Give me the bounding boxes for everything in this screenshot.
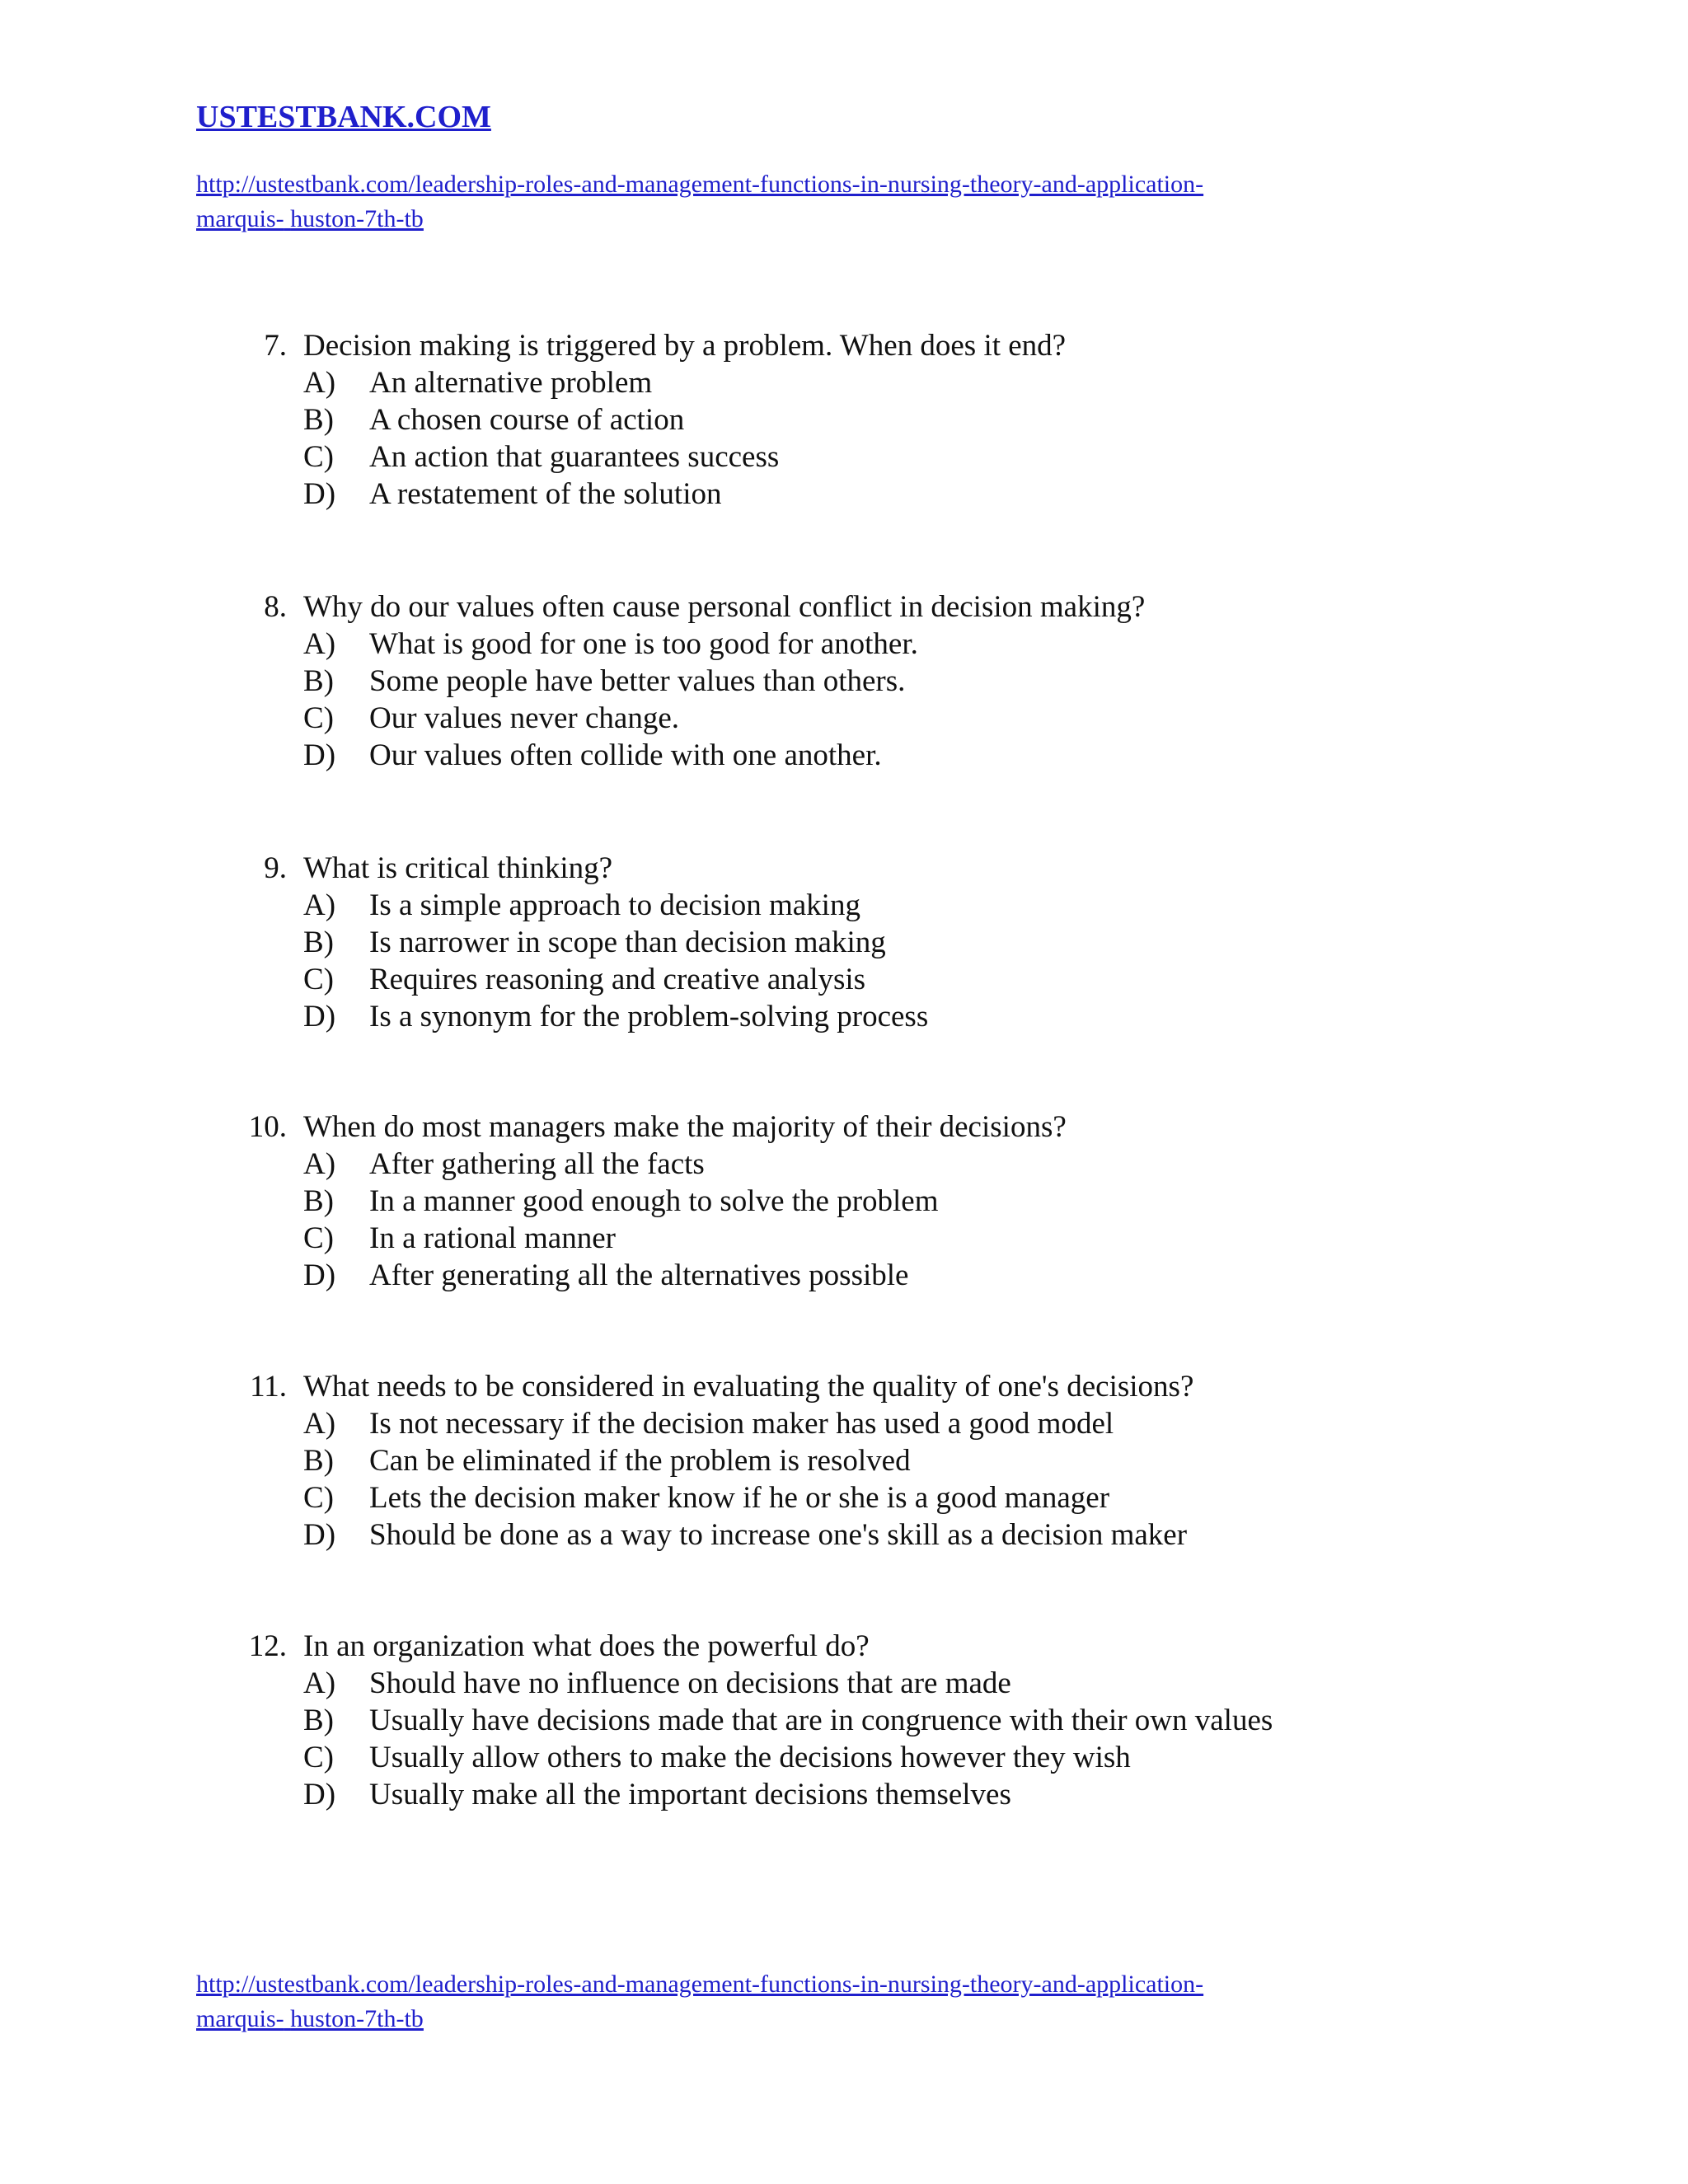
- footer-link-part-b: huston-7th-tb: [290, 2005, 424, 2032]
- header-source-link[interactable]: [196, 167, 1647, 237]
- option-text: Lets the decision maker know if he or she is a good manager: [369, 1481, 1110, 1515]
- question-11: [0, 1368, 1688, 1554]
- question-7: [0, 327, 1688, 513]
- option-text: In a manner good enough to solve the problem: [369, 1184, 939, 1218]
- option-text: Is narrower in scope than decision making: [369, 926, 886, 959]
- option-text: What is good for one is too good for another.: [369, 627, 918, 661]
- option-text: Is a simple approach to decision making: [369, 888, 860, 922]
- option-d: [0, 1257, 1688, 1294]
- option-letter: A): [303, 627, 336, 661]
- question-number: 8.: [264, 590, 287, 624]
- option-letter: C): [303, 1481, 334, 1515]
- question-number: 12.: [248, 1629, 287, 1663]
- option-text: Is a synonym for the problem-solving process: [369, 1000, 929, 1033]
- site-title-link[interactable]: USTESTBANK.COM: [196, 100, 491, 134]
- question-text: In an organization what does the powerful do?: [303, 1629, 870, 1663]
- option-letter: A): [303, 1666, 336, 1700]
- option-letter: B): [303, 1184, 334, 1218]
- option-text: Should be done as a way to increase one's skill as a decision maker: [369, 1518, 1188, 1552]
- option-a: [0, 1146, 1688, 1183]
- option-letter: C): [303, 963, 334, 996]
- option-b: [0, 1183, 1688, 1220]
- question-9: [0, 850, 1688, 1035]
- option-letter: C): [303, 701, 334, 735]
- option-letter: A): [303, 888, 336, 922]
- option-text: A chosen course of action: [369, 403, 685, 437]
- option-letter: D): [303, 1518, 336, 1552]
- option-c: [0, 961, 1688, 998]
- question-number: 10.: [248, 1110, 287, 1144]
- option-letter: D): [303, 1258, 336, 1292]
- header-link-line-2: [196, 202, 1647, 237]
- option-text: Can be eliminated if the problem is resolved: [369, 1444, 911, 1478]
- question-stem: [0, 1368, 1688, 1405]
- option-b: [0, 924, 1688, 961]
- question-number: 7.: [264, 329, 287, 363]
- question-text: Why do our values often cause personal conflict in decision making?: [303, 590, 1146, 624]
- footer-source-link[interactable]: [196, 1967, 1647, 2036]
- option-text: A restatement of the solution: [369, 477, 722, 511]
- option-letter: D): [303, 1000, 336, 1033]
- option-letter: A): [303, 1147, 336, 1181]
- question-stem: [0, 1108, 1688, 1146]
- question-stem: [0, 1628, 1688, 1665]
- option-text: Is not necessary if the decision maker has used a good model: [369, 1407, 1114, 1441]
- option-d: [0, 1776, 1688, 1813]
- question-text: Decision making is triggered by a problem. When does it end?: [303, 329, 1067, 363]
- option-text: Some people have better values than others.: [369, 664, 906, 698]
- option-a: [0, 887, 1688, 924]
- footer-link-part-a: marquis-: [196, 2005, 284, 2032]
- option-text: Our values never change.: [369, 701, 679, 735]
- option-d: [0, 737, 1688, 774]
- option-b: [0, 1702, 1688, 1739]
- option-text: Our values often collide with one another.: [369, 738, 882, 772]
- option-b: [0, 1442, 1688, 1479]
- option-b: [0, 401, 1688, 438]
- header-link-line-1: http://ustestbank.com/leadership-roles-and-management-functions-in-nursing-theory-and-application-: [196, 171, 1204, 198]
- question-stem: [0, 327, 1688, 364]
- footer-link-line-2: [196, 2002, 1647, 2036]
- option-d: [0, 1516, 1688, 1554]
- header-link-part-b: huston-7th-tb: [290, 205, 424, 232]
- option-text: After generating all the alternatives possible: [369, 1258, 909, 1292]
- option-text: Should have no influence on decisions that are made: [369, 1666, 1011, 1700]
- option-d: [0, 998, 1688, 1035]
- option-a: [0, 626, 1688, 663]
- question-text: What needs to be considered in evaluating the quality of one's decisions?: [303, 1370, 1194, 1404]
- option-letter: B): [303, 1444, 334, 1478]
- option-text: In a rational manner: [369, 1221, 616, 1255]
- option-a: [0, 364, 1688, 401]
- option-a: [0, 1665, 1688, 1702]
- question-text: What is critical thinking?: [303, 851, 613, 885]
- option-letter: B): [303, 664, 334, 698]
- footer-link-line-1: http://ustestbank.com/leadership-roles-and-management-functions-in-nursing-theory-and-application-: [196, 1971, 1204, 1998]
- option-letter: B): [303, 1704, 334, 1737]
- option-b: [0, 663, 1688, 700]
- option-text: Usually make all the important decisions themselves: [369, 1778, 1011, 1811]
- option-text: Requires reasoning and creative analysis: [369, 963, 866, 996]
- option-letter: D): [303, 1778, 336, 1811]
- question-number: 11.: [250, 1370, 287, 1404]
- option-letter: D): [303, 477, 336, 511]
- option-text: Usually allow others to make the decisions however they wish: [369, 1741, 1131, 1774]
- option-c: [0, 1220, 1688, 1257]
- option-letter: C): [303, 440, 334, 474]
- option-c: [0, 1739, 1688, 1776]
- option-d: [0, 476, 1688, 513]
- option-letter: C): [303, 1741, 334, 1774]
- question-stem: [0, 588, 1688, 626]
- option-c: [0, 700, 1688, 737]
- question-number: 9.: [264, 851, 287, 885]
- option-a: [0, 1405, 1688, 1442]
- option-c: [0, 1479, 1688, 1516]
- question-12: [0, 1628, 1688, 1813]
- option-letter: A): [303, 366, 336, 400]
- option-letter: B): [303, 926, 334, 959]
- question-stem: [0, 850, 1688, 887]
- option-text: An action that guarantees success: [369, 440, 780, 474]
- option-letter: B): [303, 403, 334, 437]
- question-8: [0, 588, 1688, 774]
- option-c: [0, 438, 1688, 476]
- question-text: When do most managers make the majority of their decisions?: [303, 1110, 1067, 1144]
- option-letter: A): [303, 1407, 336, 1441]
- question-10: [0, 1108, 1688, 1294]
- option-letter: C): [303, 1221, 334, 1255]
- option-text: After gathering all the facts: [369, 1147, 705, 1181]
- option-text: Usually have decisions made that are in congruence with their own values: [369, 1704, 1273, 1737]
- option-text: An alternative problem: [369, 366, 653, 400]
- option-letter: D): [303, 738, 336, 772]
- header-link-part-a: marquis-: [196, 205, 284, 232]
